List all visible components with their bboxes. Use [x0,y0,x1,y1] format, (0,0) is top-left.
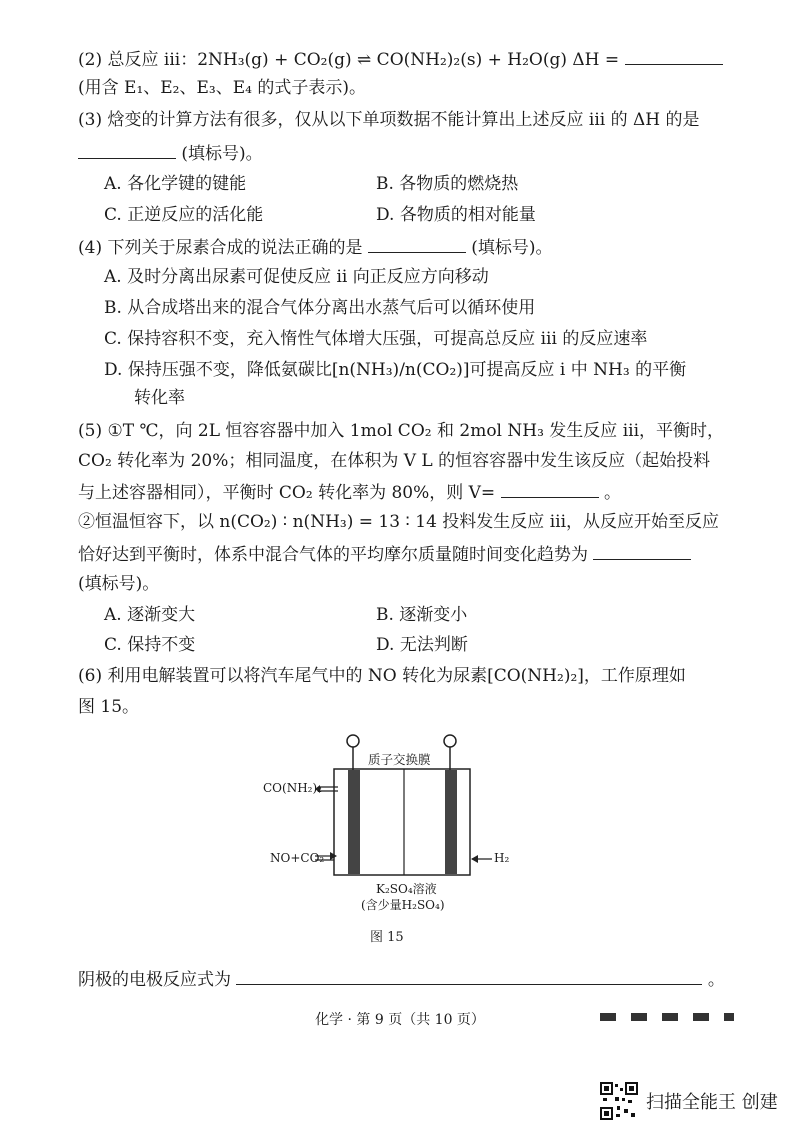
q2-equation: (2) 总反应 iii：2NH₃(g) + CO₂(g) ⇌ CO(NH₂)₂(s) + H₂O(g) ΔH = [78,50,620,70]
q3-option-d: D. 各物质的相对能量 [376,205,536,225]
right-electrode [445,770,457,874]
cathode-line [78,966,725,992]
page-footer: 化学 · 第 9 页（共 10 页） [315,1012,485,1028]
q4-option-a: A. 及时分离出尿素可促使反应 ii 向正反应方向移动 [104,267,489,287]
electrolyte-note: (含少量H₂SO₄) [361,898,445,912]
h2-label: H₂ [494,851,510,865]
left-terminal-icon [347,735,359,747]
right-terminal-icon [444,735,456,747]
footer-mark [662,1013,678,1021]
q4-option-b: B. 从合成塔出来的混合气体分离出水蒸气后可以循环使用 [104,298,536,318]
figure-caption: 图 15 [370,930,404,945]
q3-option-c: C. 正逆反应的活化能 [104,205,264,225]
q5-part1-stem: 与上述容器相同），平衡时 CO₂ 转化率为 80%，则 V= [78,483,496,503]
footer-mark [724,1013,734,1021]
qr-code-icon [600,1082,638,1120]
q3-line-1: (3) 焓变的计算方法有很多，仅从以下单项数据不能计算出上述反应 iii 的 ΔH 的是 [78,110,700,130]
q4-tail: (填标号)。 [471,238,553,258]
q6-line-2: 图 15。 [78,697,140,717]
q4-option-d: D. 保持压强不变，降低氨碳比[n(NH₃)/n(CO₂)]可提高反应 i 中 NH₃ 的平衡 [104,360,687,380]
q6-line-1: (6) 利用电解装置可以将汽车尾气中的 NO 转化为尿素[CO(NH₂)₂]，工作原理如 [78,666,686,686]
q5-part2-line-3: (填标号)。 [78,574,160,594]
q5-option-d: D. 无法判断 [376,635,468,655]
q5-option-a: A. 逐渐变大 [104,605,196,625]
footer-mark [631,1013,647,1021]
q3-tail: (填标号)。 [181,144,263,164]
q4-option-c: C. 保持容积不变，充入惰性气体增大压强，可提高总反应 iii 的反应速率 [104,329,648,349]
q5-part1-line-2: CO₂ 转化率为 20%；相同温度，在体积为 V L 的恒容容器中发生该反应（起始投料 [78,451,711,471]
left-electrode [348,770,360,874]
q5-option-b: B. 逐渐变小 [376,605,468,625]
watermark-text: 扫描全能王 创建 [646,1092,778,1113]
membrane-label: 质子交换膜 [368,752,431,767]
electrolyte-label: K₂SO₄溶液 [376,882,437,896]
q3-option-b: B. 各物质的燃烧热 [376,174,519,194]
cathode-end: 。 [707,970,725,990]
q5-part1-end: 。 [604,483,621,503]
q4-option-d-cont: 转化率 [134,388,185,408]
cathode-answer-blank[interactable] [236,966,702,985]
footer-mark [693,1013,709,1021]
footer-mark [600,1013,616,1021]
q5-option-c: C. 保持不变 [104,635,196,655]
reactant-label: NO+CO₂ [270,851,325,865]
q5-part2-stem: 恰好达到平衡时，体系中混合气体的平均摩尔质量随时间变化趋势为 [78,545,588,565]
cathode-prefix: 阴极的电极反应式为 [78,970,231,990]
q2-line-2: (用含 E₁、E₂、E₃、E₄ 的式子表示)。 [78,78,366,98]
q3-option-a: A. 各化学键的键能 [104,174,247,194]
product-label: CO(NH₂)₂ [263,781,322,795]
q5-part1-line-1: (5) ①T ℃，向 2L 恒容容器中加入 1mol CO₂ 和 2mol NH₃ 发生反应 iii，平衡时， [78,421,725,441]
q5-part2-line-1: ②恒温恒容下，以 n(CO₂) ∶ n(NH₃) = 13 ∶ 14 投料发生反应 iii，从反应开始至反应 [78,512,720,532]
q4-stem: (4) 下列关于尿素合成的说法正确的是 [78,238,363,258]
